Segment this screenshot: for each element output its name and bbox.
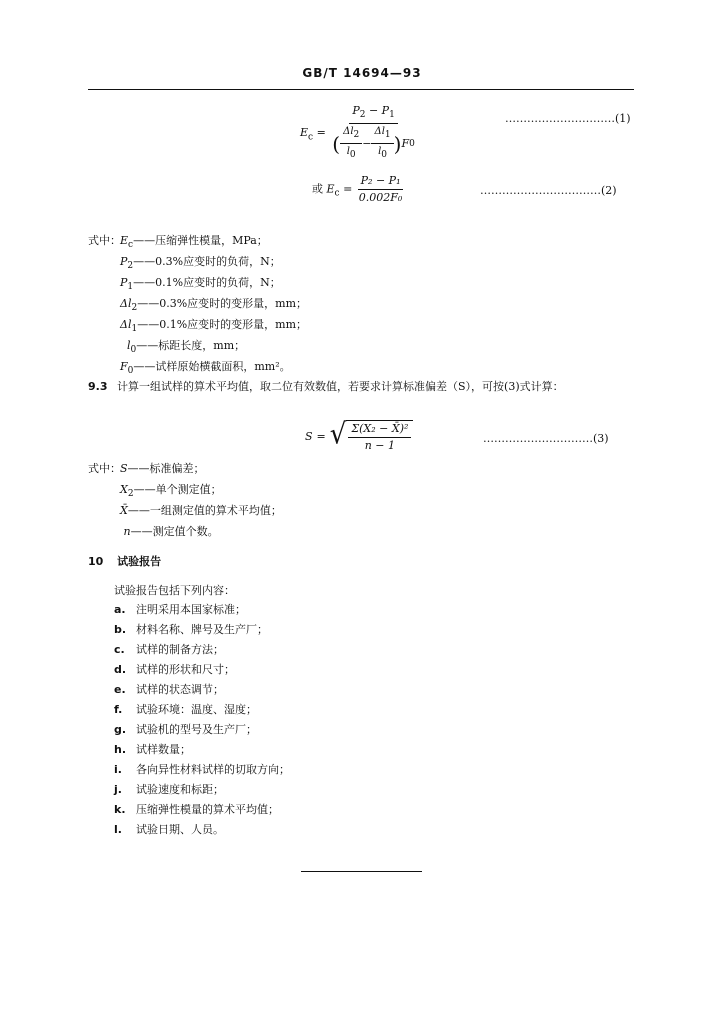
list-item: i. 各向异性材料试样的切取方向；	[114, 763, 290, 776]
where-item: $l_0——$标距长度，mm；	[127, 339, 246, 356]
formula-1-lhs: E	[300, 126, 309, 140]
where-item: $X_2——$单个测定值；	[120, 483, 222, 500]
where-item: $\Delta l_2——0.3\%$应变时的变形量，mm；	[120, 297, 308, 314]
where-item: $F_0——$试样原始横截面积，mm²。	[120, 360, 291, 377]
formula-3: S = √ $\frac{\text{Σ(X₂ − X̄)²}}{n - 1}$	[305, 420, 413, 453]
list-item: d. 试样的形状和尺寸；	[114, 663, 235, 676]
formula-2-number: ……………………………(2)	[480, 184, 617, 197]
where-list-1	[120, 234, 307, 381]
where-item: $P_1——0.1\%$应变时的负荷，N；	[120, 276, 281, 293]
formula-2: 或 $E_c$ = $\frac{\text{P₂ − P₁}}{\text{0.002F₀}}$	[312, 174, 405, 205]
list-item: a. 注明采用本国家标准；	[114, 603, 246, 616]
formula-1: $E_c$ = $P_2 - P_1$ ( $\frac{\Delta l_2}{l_0}$ − $\frac{\Delta l_1}{l_0}$ ) F 0	[300, 104, 418, 162]
list-item: j. 试验速度和标距；	[114, 783, 224, 796]
clause-9-3: 9.3 计算一组试样的算术平均值，取二位有效数值，若要求计算标准偏差（S），可按(3)式计算：	[88, 380, 564, 393]
list-item: e. 试样的状态调节；	[114, 683, 224, 696]
list-item: c. 试样的制备方法；	[114, 643, 224, 656]
report-items	[114, 603, 290, 843]
where-intro-2: 式中：	[88, 462, 121, 475]
where-item: $P_2——0.3\%$应变时的负荷，N；	[120, 255, 281, 272]
end-rule	[301, 871, 422, 872]
where-item: $\Delta l_1——0.1\%$应变时的变形量，mm；	[120, 318, 308, 335]
formula-1-number: …………………………(1)	[505, 112, 631, 125]
where-item: $E_c——$压缩弹性模量，MPa；	[120, 234, 268, 251]
list-item: k. 压缩弹性模量的算术平均值；	[114, 803, 279, 816]
formula-1-fraction: $P_2 - P_1$ ( $\frac{\Delta l_2}{l_0}$ − $\frac{\Delta l_1}{l_0}$ ) F 0	[332, 104, 415, 161]
where-list-2	[120, 462, 282, 546]
formula-3-number: …………………………(3)	[483, 432, 609, 445]
section-10-intro: 试验报告包括下列内容：	[114, 584, 235, 597]
formula-2-fraction: $\frac{\text{P₂ − P₁}}{\text{0.002F₀}}$	[358, 174, 403, 204]
section-10-heading: 10 试验报告	[88, 555, 162, 568]
square-root: √ $\frac{\text{Σ(X₂ − X̄)²}}{n - 1}$	[330, 420, 414, 453]
where-intro-1: 式中：	[88, 234, 121, 247]
list-item: f. 试验环境：温度、湿度；	[114, 703, 257, 716]
where-item: S——标准偏差；	[120, 462, 205, 475]
list-item: h. 试样数量；	[114, 743, 191, 756]
list-item: b. 材料名称、牌号及生产厂；	[114, 623, 268, 636]
standard-code-header: GB/T 14694—93	[302, 66, 422, 80]
where-item: n——测定值个数。	[123, 525, 219, 538]
list-item: g. 试验机的型号及生产厂；	[114, 723, 257, 736]
where-item: X̄——一组测定值的算术平均值；	[120, 504, 282, 517]
list-item: l. 试验日期、人员。	[114, 823, 224, 836]
header-rule	[88, 89, 634, 90]
